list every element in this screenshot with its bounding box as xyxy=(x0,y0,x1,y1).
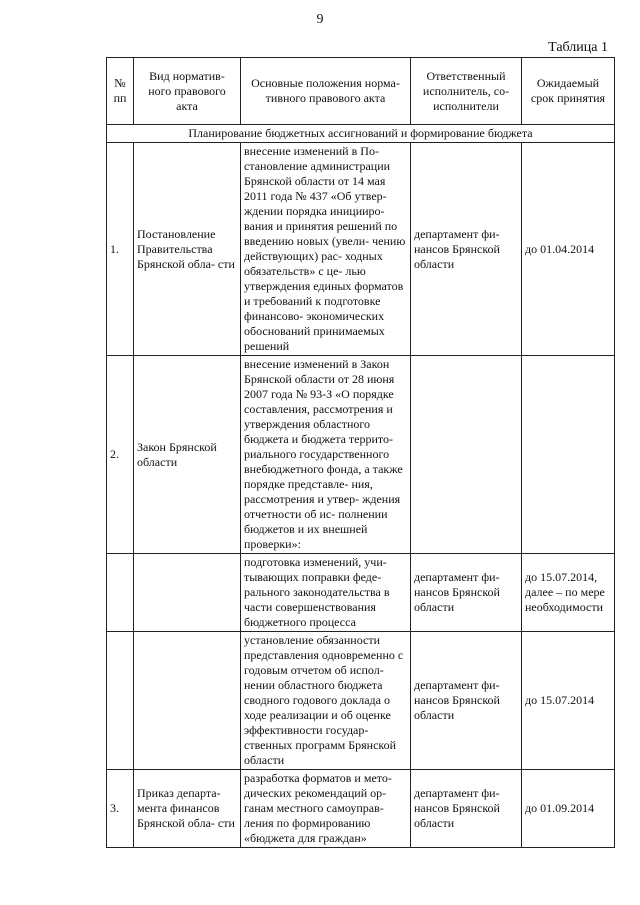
document-table xyxy=(106,57,615,848)
row-responsible: департамент фи- нансов Брянской области xyxy=(411,632,522,770)
section-row xyxy=(107,125,615,143)
row-num xyxy=(107,632,134,770)
table-caption: Таблица 1 xyxy=(548,40,608,55)
header-act-type: Вид норматив- ного правового акта xyxy=(134,58,241,125)
row-num: 2. xyxy=(107,356,134,554)
row-provisions: подготовка изменений, учи- тывающих поправки федe- рального законодательства в части совершенствования бюджетного процесса xyxy=(241,554,411,632)
row-num: 3. xyxy=(107,770,134,848)
row-provisions: установление обязанности представления одновременно с годовым отчетом об испол- нении областного бюджета сводного годового доклада о ходе реализации и об оценке эффективности государ- ственных программ Брянской области xyxy=(241,632,411,770)
header-responsible: Ответственный исполнитель, со- исполнители xyxy=(411,58,522,125)
row-act-type: Постановление Правительства Брянской обла- сти xyxy=(134,143,241,356)
header-num: № пп xyxy=(107,58,134,125)
row-act-type: Закон Брянской области xyxy=(134,356,241,554)
table-row xyxy=(107,632,615,770)
row-deadline: до 01.09.2014 xyxy=(522,770,615,848)
row-deadline: до 01.04.2014 xyxy=(522,143,615,356)
header-provisions: Основные положения норма- тивного правового акта xyxy=(241,58,411,125)
row-act-type: Приказ департа- мента финансов Брянской обла- сти xyxy=(134,770,241,848)
page-number: 9 xyxy=(316,12,324,27)
table-row xyxy=(107,356,615,554)
table-row xyxy=(107,554,615,632)
row-act-type xyxy=(134,632,241,770)
row-num: 1. xyxy=(107,143,134,356)
row-responsible: департамент фи- нансов Брянской области xyxy=(411,770,522,848)
table-header-row xyxy=(107,58,615,125)
row-responsible: департамент фи- нансов Брянской области xyxy=(411,554,522,632)
row-responsible: департамент фи- нансов Брянской области xyxy=(411,143,522,356)
row-deadline: до 15.07.2014 xyxy=(522,632,615,770)
row-provisions: внесение изменений в Закон Брянской области от 28 июня 2007 года № 93-З «О порядке составления, рассмотрения и утверждения областного бюджета и бюджета террито- риального государственного внебюджетного фонда, а также порядке представле- ния, рассмотрения и утвер- ждения отчетности об ис- полнении бюджетов и их внешней проверки»: xyxy=(241,356,411,554)
row-deadline xyxy=(522,356,615,554)
row-provisions: внесение изменений в По- становление администрации Брянской области от 14 мая 2011 года № 437 «Об утвер- ждении порядка иницииро- вания и принятия решений по введению новых (увели- чению действующих) рас- ходных обязательств» с це- лью утверждения единых форматов и требований к подготовке финансово- экономических обоснований принимаемых решений xyxy=(241,143,411,356)
row-act-type xyxy=(134,554,241,632)
header-deadline: Ожидаемый срок принятия xyxy=(522,58,615,125)
table-row xyxy=(107,143,615,356)
row-responsible xyxy=(411,356,522,554)
row-deadline: до 15.07.2014, далее – по мере необходимости xyxy=(522,554,615,632)
section-title: Планирование бюджетных ассигнований и формирование бюджета xyxy=(107,125,615,143)
row-provisions: разработка форматов и мето- дических рекомендаций ор- ганам местного самоуправ- ления по формированию «бюджета для граждан» xyxy=(241,770,411,848)
row-num xyxy=(107,554,134,632)
table-row xyxy=(107,770,615,848)
